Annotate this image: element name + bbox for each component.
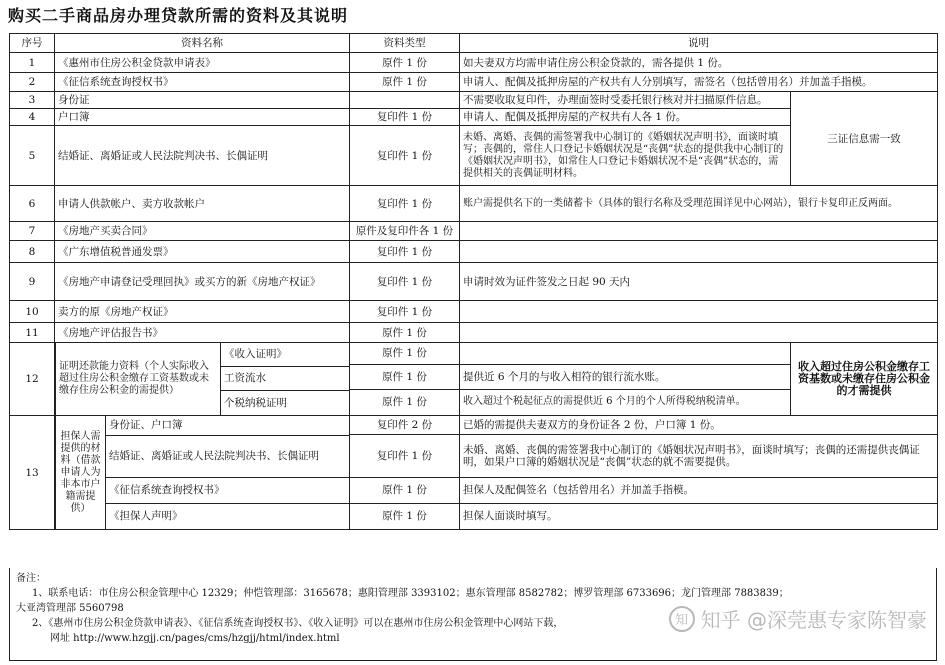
row-name: 《征信系统查询授权书》 — [55, 73, 350, 92]
notes-label: 备注： — [16, 573, 46, 584]
row-seq: 1 — [10, 53, 55, 73]
row-seq: 4 — [10, 109, 55, 126]
row-desc: 申请人、配偶及抵押房屋的产权共有人分别填写，需签名（包括曾用名）并加盖手指模。 — [460, 73, 938, 92]
row-type: 复印件 1 份 — [350, 241, 460, 263]
row-seq: 9 — [10, 263, 55, 301]
page-title: 购买二手商品房办理贷款所需的资料及其说明 — [8, 6, 349, 25]
row-seq: 10 — [10, 301, 55, 323]
table-row — [10, 263, 938, 301]
table-row — [10, 416, 938, 435]
row-desc: 如夫妻双方均需申请住房公积金贷款的，需各提供 1 份。 — [460, 53, 938, 73]
row-name: 《房地产买卖合同》 — [55, 222, 350, 241]
row-type: 原件 1 份 — [350, 53, 460, 73]
row-type: 原件 1 份 — [350, 503, 460, 529]
row-desc — [460, 301, 938, 323]
row-name: 《房地产申请登记受理回执》或买方的新《房地产权证》 — [55, 263, 350, 301]
row-seq: 11 — [10, 323, 55, 343]
table-row — [10, 186, 938, 222]
watermark — [669, 604, 927, 633]
row-seq: 2 — [10, 73, 55, 92]
row-desc: 不需要收取复印件，办理面签时受委托银行核对并扫描原件信息。 — [460, 92, 791, 109]
row-name: 《房地产评估报告书》 — [55, 323, 350, 343]
row-type: 复印件 1 份 — [350, 126, 460, 186]
row-desc — [460, 222, 938, 241]
notes-line: 1、联系电话：市住房公积金管理中心 12329；仲恺管理部：3165678；惠阳管理部 3393102；惠东管理部 8582782；博罗管理部 6733696；龙门管理部 7883839； — [32, 588, 789, 599]
row-name: 申请人供款帐户、卖方收款帐户 — [55, 186, 350, 222]
table-row — [10, 323, 938, 343]
table-row — [10, 222, 938, 241]
sub-name: 身份证、户口簿 — [106, 416, 350, 435]
row-desc: 未婚、离婚、丧偶的需签署我中心制订的《婚姻状况声明书》，面谈时填写；丧偶的还需提供丧偶证明，如果户口簿的婚姻状况是“丧偶”状态的就不需要提供。 — [460, 435, 938, 477]
notes-url: 网址 http://www.hzgjj.cn/pages/cms/hzgjj/html/index.html — [50, 633, 340, 644]
notes-line: 2、《惠州市住房公积金贷款申请表》、《征信系统查询授权书》、《收入证明》可以在惠州市住房公积金管理中心网站下载， — [32, 618, 564, 629]
row-name: 户口簿 — [55, 109, 350, 126]
income-note: 收入超过住房公积金缴存工资基数或未缴存住房公积金的才需提供 — [791, 343, 938, 416]
table-row — [10, 241, 938, 263]
side-note: 三证信息需一致 — [791, 92, 938, 186]
row-desc: 账户需提供名下的一类储蓄卡（具体的银行名称及受理范围详见中心网站），银行卡复印正反两面。 — [460, 186, 938, 222]
row-desc: 未婚、离婚、丧偶的需签署我中心制订的《婚姻状况声明书》，面谈时填写；丧偶的，常住人口登记卡婚姻状况是“丧偶”状态的提供我中心制订的《婚姻状况声明书》，如常住人口登记卡婚姻状况不是“丧偶”状态的，需提供相关的丧偶证明材料。 — [460, 126, 791, 186]
sub-name: 结婚证、离婚证或人民法院判决书、长偶证明 — [106, 435, 350, 477]
row-desc: 申请时效为证件签发之日起 90 天内 — [460, 263, 938, 301]
row-seq: 12 — [10, 343, 55, 416]
table-row — [10, 92, 938, 109]
row-desc: 申请人、配偶及抵押房屋的产权共有人各 1 份。 — [460, 109, 791, 126]
group-label: 证明还款能力资料（个人实际收入超过住房公积金缴存工资基数或未缴存住房公积金的需提供） — [56, 343, 221, 415]
row-type: 复印件 1 份 — [350, 301, 460, 323]
row-type: 原件 1 份 — [350, 364, 460, 389]
notes-line: 大亚湾管理部 5560798 — [16, 603, 124, 614]
table-row — [10, 301, 938, 323]
watermark-text: 知乎 @深莞惠专家陈智豪 — [700, 608, 927, 632]
row-seq: 5 — [10, 126, 55, 186]
zhihu-icon: 知 — [669, 606, 695, 632]
header-desc: 说明 — [460, 34, 938, 53]
row-seq: 3 — [10, 92, 55, 109]
row-type: 复印件 1 份 — [350, 109, 460, 126]
row-desc — [460, 241, 938, 263]
row-desc: 收入超过个税起征点的需提供近 6 个月的个人所得税纳税清单。 — [460, 389, 791, 415]
sub-name: 《收入证明》 — [221, 343, 350, 366]
row-type: 复印件 2 份 — [350, 416, 460, 435]
row-desc: 已婚的需提供夫妻双方的身份证各 2 份，户口簿 1 份。 — [460, 416, 938, 435]
row-type: 原件 1 份 — [350, 343, 460, 365]
table-row — [10, 53, 938, 73]
row-type: 复印件 1 份 — [350, 263, 460, 301]
row-desc: 提供近 6 个月的与收入相符的银行流水账。 — [460, 364, 791, 389]
row-name: 《广东增值税普通发票》 — [55, 241, 350, 263]
row-type: 原件 1 份 — [350, 389, 460, 415]
sub-name: 个税纳税证明 — [224, 396, 287, 409]
row-type — [350, 92, 460, 109]
row-type: 原件 1 份 — [350, 323, 460, 343]
row-type: 复印件 1 份 — [350, 435, 460, 477]
group-cell — [55, 416, 350, 530]
group-subtable — [55, 416, 349, 529]
row-name: 结婚证、离婚证或人民法院判决书、长偶证明 — [55, 126, 350, 186]
row-type: 原件及复印件各 1 份 — [350, 222, 460, 241]
row-type: 复印件 1 份 — [350, 186, 460, 222]
row-type: 原件 1 份 — [350, 477, 460, 503]
sub-name: 《担保人声明》 — [109, 510, 183, 523]
materials-table — [9, 33, 938, 530]
table-header — [10, 34, 938, 53]
row-desc: 担保人及配偶签名（包括曾用名）并加盖手指模。 — [460, 477, 938, 503]
row-type: 原件 1 份 — [350, 73, 460, 92]
group-label: 担保人需提供的材料（借款申请人为非本市户籍需提供） — [56, 416, 106, 529]
header-seq: 序号 — [10, 34, 55, 53]
table-row — [10, 73, 938, 92]
header-name: 资料名称 — [55, 34, 350, 53]
row-name: 《惠州市住房公积金贷款申请表》 — [55, 53, 350, 73]
row-seq: 8 — [10, 241, 55, 263]
header-type: 资料类型 — [350, 34, 460, 53]
sub-name: 工资流水 — [221, 366, 350, 390]
row-name: 身份证 — [55, 92, 350, 109]
row-desc — [460, 343, 791, 365]
row-seq: 7 — [10, 222, 55, 241]
table-row — [10, 343, 938, 365]
sub-name: 《征信系统查询授权书》 — [106, 477, 350, 503]
row-seq: 13 — [10, 416, 55, 530]
row-seq: 6 — [10, 186, 55, 222]
group-cell — [55, 343, 350, 416]
row-name: 卖方的原《房地产权证》 — [55, 301, 350, 323]
group-subtable — [55, 343, 349, 415]
row-desc: 担保人面谈时填写。 — [460, 503, 938, 529]
row-desc — [460, 323, 938, 343]
